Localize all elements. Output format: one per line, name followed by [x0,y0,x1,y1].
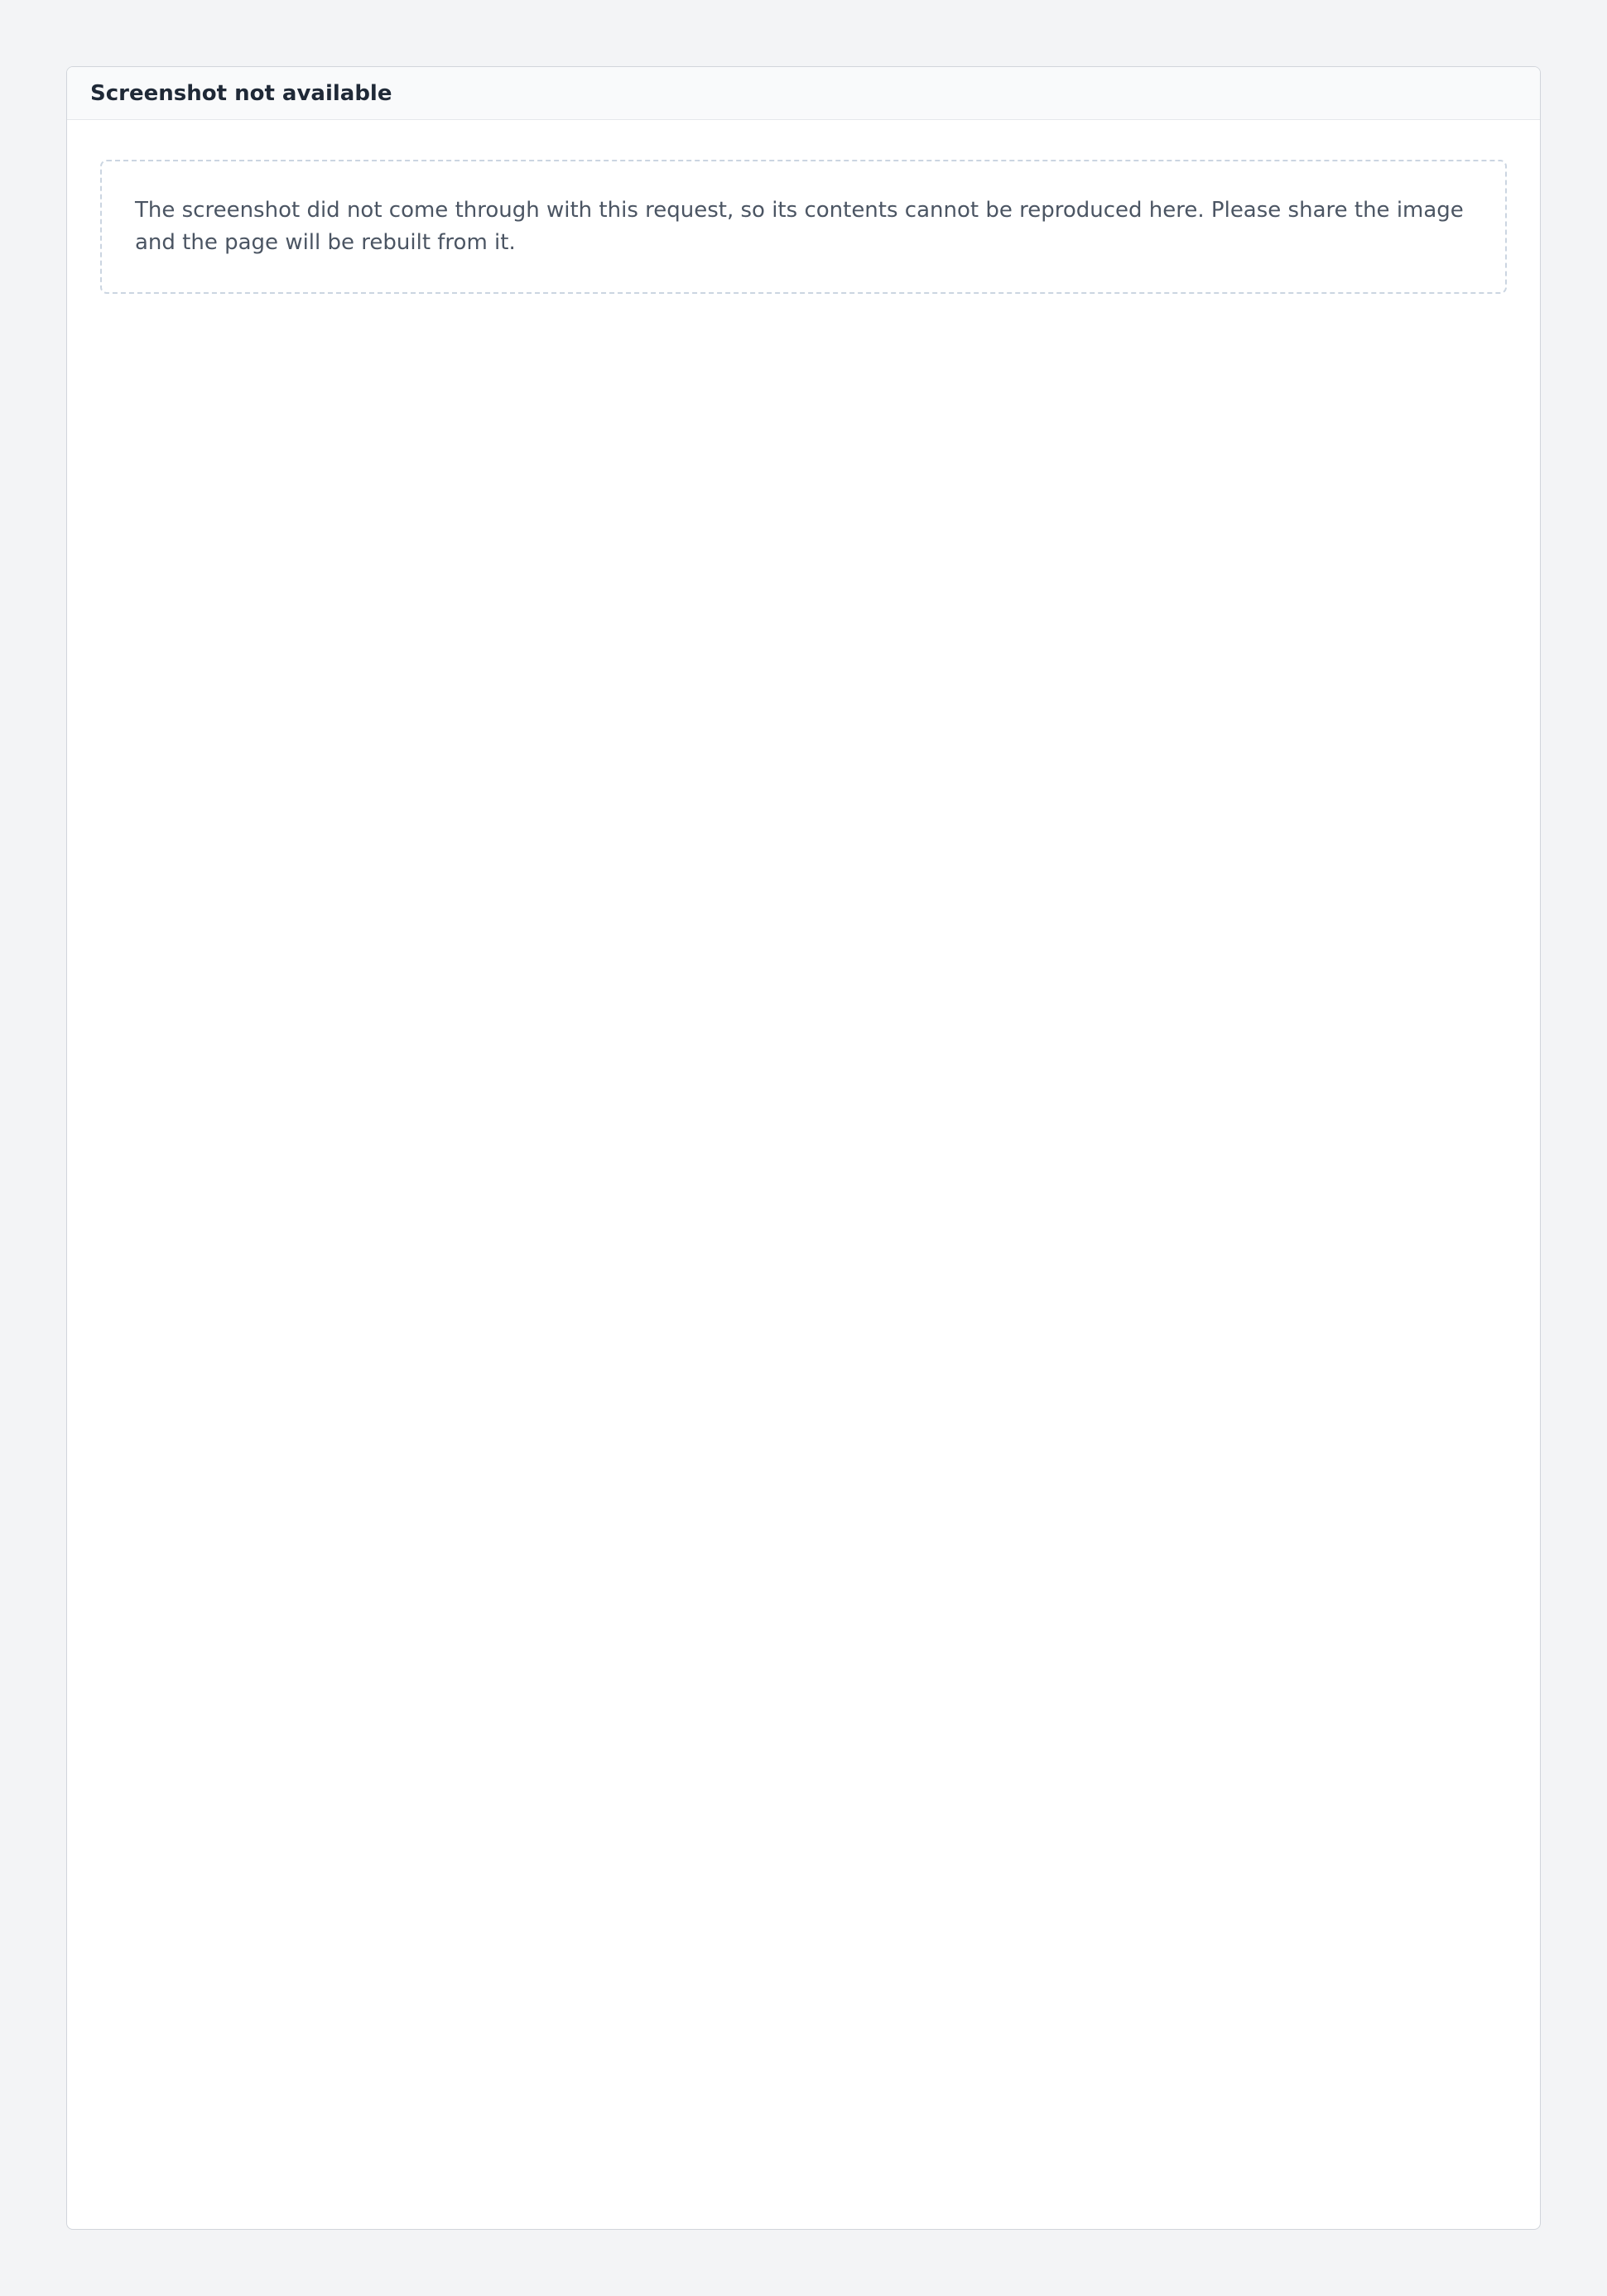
app-window [66,66,1541,2230]
title-bar [67,67,1540,120]
window-title: Screenshot not available [90,80,392,106]
main-content [67,120,1540,334]
missing-image-notice: The screenshot did not come through with this request, so its contents cannot be reproduced here. Please share the image and the page will be rebuilt from it. [100,160,1507,294]
